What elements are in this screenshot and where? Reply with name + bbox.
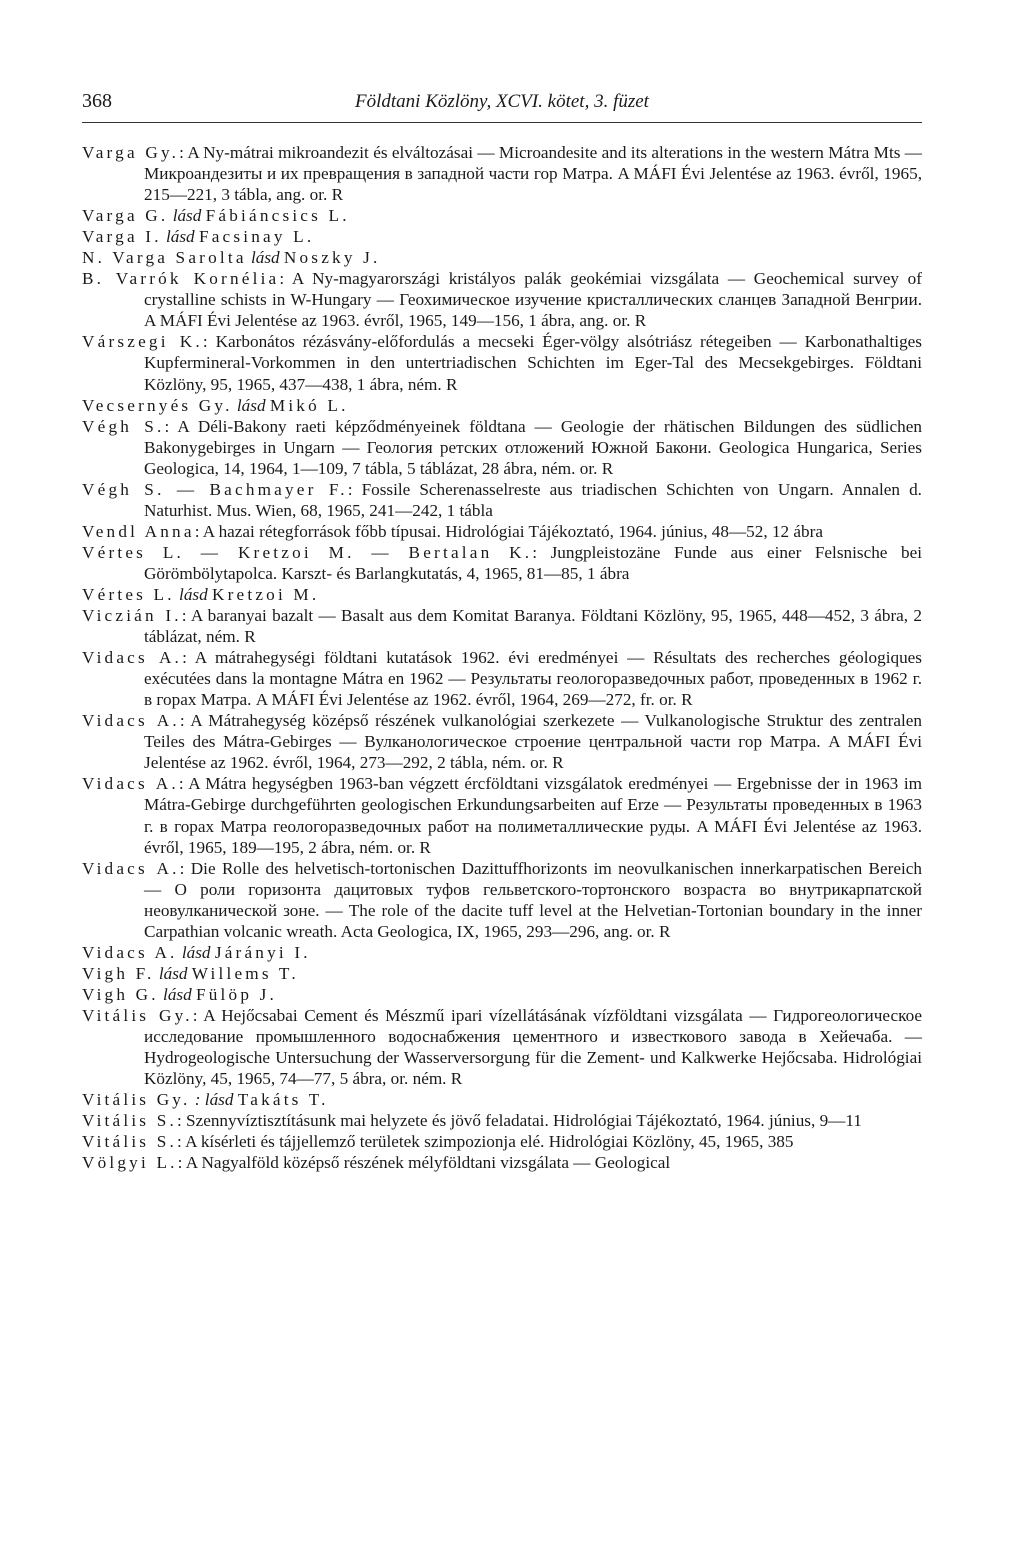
cross-reference-target: Willems T.	[191, 963, 299, 983]
bibliography-entry	[82, 247, 922, 268]
entry-author: Vitális Gy.	[82, 1090, 191, 1110]
cross-reference-label: lásd	[158, 963, 188, 983]
bibliography-entry	[82, 647, 922, 710]
entry-author: Végh S.	[82, 416, 165, 436]
entry-author: Várszegi K.	[82, 332, 203, 352]
page-number: 368	[82, 90, 112, 112]
entry-citation: : A Hejőcsabai Cement és Mészmű ipari vízellátásának vízföldtani vizsgálata — Гидрогеологическое исследование промышленного водоснабжения цементного и известкового завода в Хейечаба. — Hydrogeologische Untersuchung der Wasserversorgung für die Zement- und Kalkwerke Hejőcsaba. Hidrológiai Közlöny, 45, 1965, 74—77, 5 ábra, or. ném. R	[144, 1005, 922, 1089]
entry-author: Vecsernyés Gy.	[82, 395, 233, 415]
entry-author: Vértes L.	[82, 584, 175, 604]
entry-citation: : Szennyvíztisztításunk mai helyzete és jövő feladatai. Hidrológiai Tájékoztató, 1964. június, 9—11	[176, 1111, 862, 1131]
bibliography-entry	[82, 773, 922, 857]
bibliography-entry	[82, 416, 922, 479]
entry-author: B. Varrók Kornélia	[82, 269, 280, 289]
cross-reference-target: Fülöp J.	[196, 984, 277, 1004]
entry-citation: : A kísérleti és tájjellemző területek szimpozionja elé. Hidrológiai Közlöny, 45, 1965, 385	[176, 1132, 794, 1152]
entry-citation: : A hazai rétegforrások főbb típusai. Hidrológiai Tájékoztató, 1964. június, 48—52, 12 ábra	[194, 521, 824, 541]
cross-reference-label: lásd	[165, 227, 195, 247]
bibliography-list	[82, 142, 922, 1173]
bibliography-entry	[82, 963, 922, 984]
bibliography-entry	[82, 521, 922, 542]
entry-citation: : A Mátra hegységben 1963-ban végzett ércföldtani vizsgálatok eredményei — Ergebnisse der in 1963 im Mátra-Gebirge durchgeführten geologischen Erkundungsarbeiten auf Erze — Результаты проведенных в 1963 г. в горах Матра геологоразведочных работ на полиметаллические руды. A MÁFI Évi Jelentése az 1963. évről, 1965, 189—195, 2 ábra, ném. or. R	[144, 774, 922, 857]
entry-author: Vigh G.	[82, 984, 159, 1004]
entry-author: Varga G.	[82, 206, 169, 226]
bibliography-entry	[82, 858, 922, 942]
bibliography-entry	[82, 605, 922, 647]
cross-reference-label: lásd	[236, 395, 266, 415]
bibliography-entry	[82, 226, 922, 247]
cross-reference-target: Takáts T.	[237, 1090, 329, 1110]
bibliography-entry	[82, 268, 922, 331]
entry-author: Vitális Gy.	[82, 1005, 193, 1025]
entry-author: Vidacs A.	[82, 858, 180, 878]
entry-citation: : A Nagyalföld középső részének mélyföldtani vizsgálata — Geological	[177, 1153, 671, 1173]
cross-reference-label: : lásd	[194, 1090, 234, 1110]
cross-reference-target: Kretzoi M.	[212, 584, 320, 604]
entry-author: Vitális S.	[82, 1132, 177, 1152]
entry-author: Varga I.	[82, 227, 162, 247]
page	[82, 88, 922, 1173]
entry-author: Vértes L. — Kretzoi M. — Bertalan K.	[82, 542, 533, 562]
entry-citation: : Karbonátos rézásvány-előfordulás a mecseki Éger-völgy alsótriász rétegeiben — Karbonathaltiges Kupfermineral-Vorkommen in den untertriadischen Schichten im Eger-Tal des Mecsekgebirges. Földtani Közlöny, 95, 1965, 437—438, 1 ábra, ném. R	[144, 332, 922, 394]
entry-citation: : A Ny-mátrai mikroandezit és elváltozásai — Microandesite and its alterations in the western Mátra Mts — Микроандезиты и их превращения в западной части гор Матра. A MÁFI Évi Jelentése az 1963. évről, 1965, 215—221, 3 tábla, ang. or. R	[144, 143, 922, 205]
cross-reference-target: Járányi I.	[214, 942, 311, 962]
entry-author: N. Varga Sarolta	[82, 248, 247, 268]
bibliography-entry	[82, 584, 922, 605]
bibliography-entry	[82, 1110, 922, 1131]
bibliography-entry	[82, 331, 922, 394]
page-header	[82, 88, 922, 123]
cross-reference-label: lásd	[172, 206, 202, 226]
entry-citation: : Die Rolle des helvetisch-tortonischen Dazittuffhorizonts im neovulkanischen innerkarpatischen Bereich — О роли горизонта дацитовых туфов гельветского-тортонского возраста во внутрикарпатской неовулканической зоне. — The role of the dacite tuff level at the Helvetian-Tortonian boundary in the inner Carpathian volcanic wreath. Acta Geologica, IX, 1965, 293—296, ang. or. R	[144, 858, 922, 941]
bibliography-entry	[82, 1131, 922, 1152]
bibliography-entry	[82, 710, 922, 773]
bibliography-entry	[82, 942, 922, 963]
bibliography-entry	[82, 142, 922, 205]
cross-reference-target: Facsinay L.	[198, 227, 315, 247]
bibliography-entry	[82, 542, 922, 584]
bibliography-entry	[82, 479, 922, 521]
entry-author: Varga Gy.	[82, 143, 180, 162]
entry-author: Végh S. — Bachmayer F.	[82, 479, 348, 499]
bibliography-entry	[82, 1005, 922, 1089]
entry-author: Vidacs A.	[82, 648, 183, 668]
cross-reference-target: Mikó L.	[269, 395, 349, 415]
cross-reference-target: Fábiáncsics L.	[205, 206, 350, 226]
entry-author: Völgyi L.	[82, 1153, 178, 1173]
bibliography-entry	[82, 395, 922, 416]
entry-citation: : A Déli-Bakony raeti képződményeinek földtana — Geologie der rhätischen Bildungen des südlichen Bakonygebirges in Ungarn — Геология ретских отложений Южной Бакони. Geologica Hungarica, Series Geologica, 14, 1964, 1—109, 7 tábla, 5 táblázat, 28 ábra, ném. or. R	[144, 416, 922, 478]
entry-author: Vitális S.	[82, 1111, 177, 1131]
cross-reference-label: lásd	[181, 942, 211, 962]
entry-citation: : Jungpleistozäne Funde aus einer Felsnische bei Görömbölytapolca. Karszt- és Barlangkutatás, 4, 1965, 81—85, 1 ábra	[144, 542, 922, 583]
bibliography-entry	[82, 984, 922, 1005]
bibliography-entry	[82, 205, 922, 226]
entry-author: Viczián I.	[82, 606, 182, 626]
entry-citation: : A baranyai bazalt — Basalt aus dem Komitat Baranya. Földtani Közlöny, 95, 1965, 448—452, 3 ábra, 2 táblázat, ném. R	[144, 606, 922, 647]
entry-citation: : Fossile Scherenasselreste aus triadischen Schichten von Ungarn. Annalen d. Naturhist. Mus. Wien, 68, 1965, 241—242, 1 tábla	[144, 479, 922, 520]
cross-reference-label: lásd	[163, 984, 192, 1004]
running-title: Földtani Közlöny, XCVI. kötet, 3. füzet	[355, 91, 649, 112]
cross-reference-target: Noszky J.	[283, 248, 381, 268]
cross-reference-label: lásd	[179, 584, 208, 604]
entry-author: Vidacs A.	[82, 711, 180, 731]
bibliography-entry	[82, 1152, 922, 1173]
entry-author: Vidacs A.	[82, 942, 178, 962]
entry-author: Vendl Anna	[82, 521, 195, 541]
entry-author: Vigh F.	[82, 963, 155, 983]
entry-citation: : A Ny-magyarországi kristályos palák geokémiai vizsgálata — Geochemical survey of crystalline schists in W-Hungary — Геохимическое изучение кристаллических сланцев Западной Венгрии. A MÁFI Évi Jelentése az 1963. évről, 1965, 149—156, 1 ábra, ang. or. R	[144, 269, 922, 331]
bibliography-entry	[82, 1089, 922, 1110]
entry-author: Vidacs A.	[82, 774, 179, 794]
entry-citation: : A mátrahegységi földtani kutatások 1962. évi eredményei — Résultats des recherches géologiques exécutées dans la montagne Mátra en 1962 — Результаты геологоразведочных работ, проведенных в 1962 г. в горах Матра. A MÁFI Évi Jelentése az 1962. évről, 1964, 269—272, fr. or. R	[144, 648, 922, 710]
entry-citation: : A Mátrahegység középső részének vulkanológiai szerkezete — Vulkanologische Struktur des zentralen Teiles des Mátra-Gebirges — Вулканологическое строение центральной части гор Матра. A MÁFI Évi Jelentése az 1962. évről, 1964, 273—292, 2 tábla, ném. or. R	[144, 711, 922, 773]
cross-reference-label: lásd	[250, 248, 280, 268]
